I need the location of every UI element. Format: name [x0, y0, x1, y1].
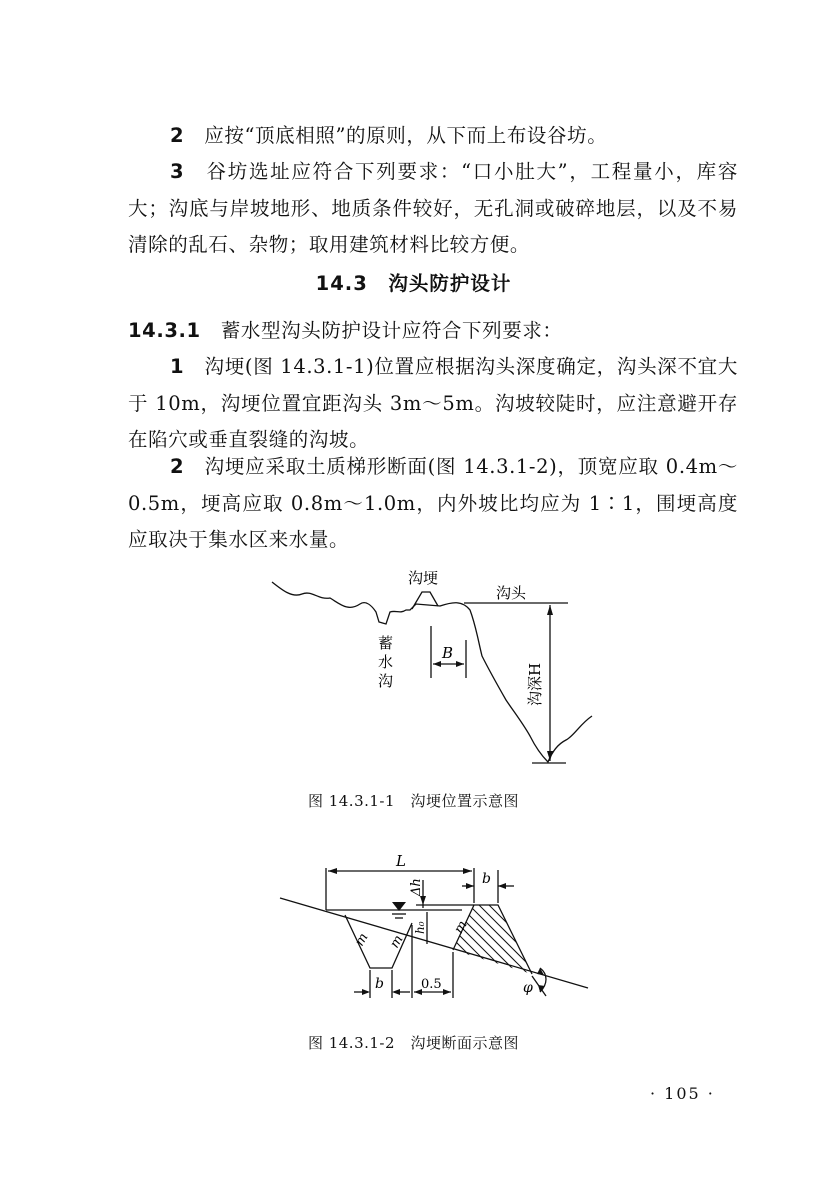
paragraph-text: 应按“顶底相照”的原则，从下而上布设谷坊。: [204, 124, 608, 147]
clause-text: 蓄水型沟头防护设计应符合下列要求：: [220, 319, 563, 342]
clause-14-3-1: [128, 313, 738, 350]
clause-number: 14.3.1: [128, 319, 201, 342]
label-slope-left-m: m: [352, 930, 372, 949]
item-number: 1: [170, 355, 185, 378]
label-distance-b: B: [442, 644, 454, 662]
label-angle-phi: φ: [523, 980, 533, 996]
figure1-caption: 图 14.3.1-1 沟埂位置示意图: [307, 792, 520, 810]
label-spacing: 0.5: [421, 977, 442, 992]
page-number: · 105 ·: [650, 1084, 715, 1103]
label-length-l: L: [396, 852, 406, 870]
label-ditch-bank: 沟埂: [408, 569, 439, 587]
label-storage-ditch-1: 蓄: [378, 634, 394, 652]
paragraph-number: 2: [170, 124, 185, 147]
section-heading: [0, 268, 827, 296]
paragraph-text: 谷坊选址应符合下列要求：“口小肚大”，工程量小，库容大；沟底与岸坡地形、地质条件较好，无孔洞或破碎地层，以及不易清除的乱石、杂物；取用建筑材料比较方便。: [128, 160, 738, 256]
label-top-width-b: b: [482, 871, 491, 887]
section-number: 14.3: [315, 272, 368, 295]
paragraph-2: [128, 118, 738, 155]
item-number: 2: [170, 455, 185, 478]
label-water-depth: h₀: [413, 921, 427, 934]
item-text: 沟埂(图 14.3.1-1)位置应根据沟头深度确定，沟头深不宜大于 10m，沟埂位置宜距沟头 3m～5m。沟坡较陡时，应注意避开存在陷穴或垂直裂缝的沟坡。: [128, 355, 738, 451]
label-storage-ditch-3: 沟: [378, 672, 394, 690]
label-gully-depth: 沟深H: [526, 662, 544, 706]
label-freeboard: Δh: [409, 878, 424, 896]
item-1: [128, 349, 738, 459]
paragraph-number: 3: [170, 160, 185, 183]
label-gully-head: 沟头: [496, 584, 527, 602]
label-slope-bank-m: m: [451, 918, 471, 937]
section-title: 沟头防护设计: [388, 272, 512, 295]
figure2-caption: 图 14.3.1-2 沟埂断面示意图: [307, 1034, 520, 1052]
item-2: [128, 449, 738, 559]
label-storage-ditch-2: 水: [378, 653, 394, 671]
figure-ditch-section: [0, 850, 827, 1010]
item-text: 沟埂应采取土质梯形断面(图 14.3.1-2)，顶宽应取 0.4m～0.5m，埂高应取 0.8m～1.0m，内外坡比均应为 1∶1，围埂高度应取决于集水区来水量。: [128, 455, 738, 551]
label-bottom-width-b: b: [375, 976, 384, 992]
figure-ditch-position: [0, 560, 827, 780]
paragraph-3: [128, 154, 738, 264]
label-slope-mid-m: m: [387, 932, 407, 951]
